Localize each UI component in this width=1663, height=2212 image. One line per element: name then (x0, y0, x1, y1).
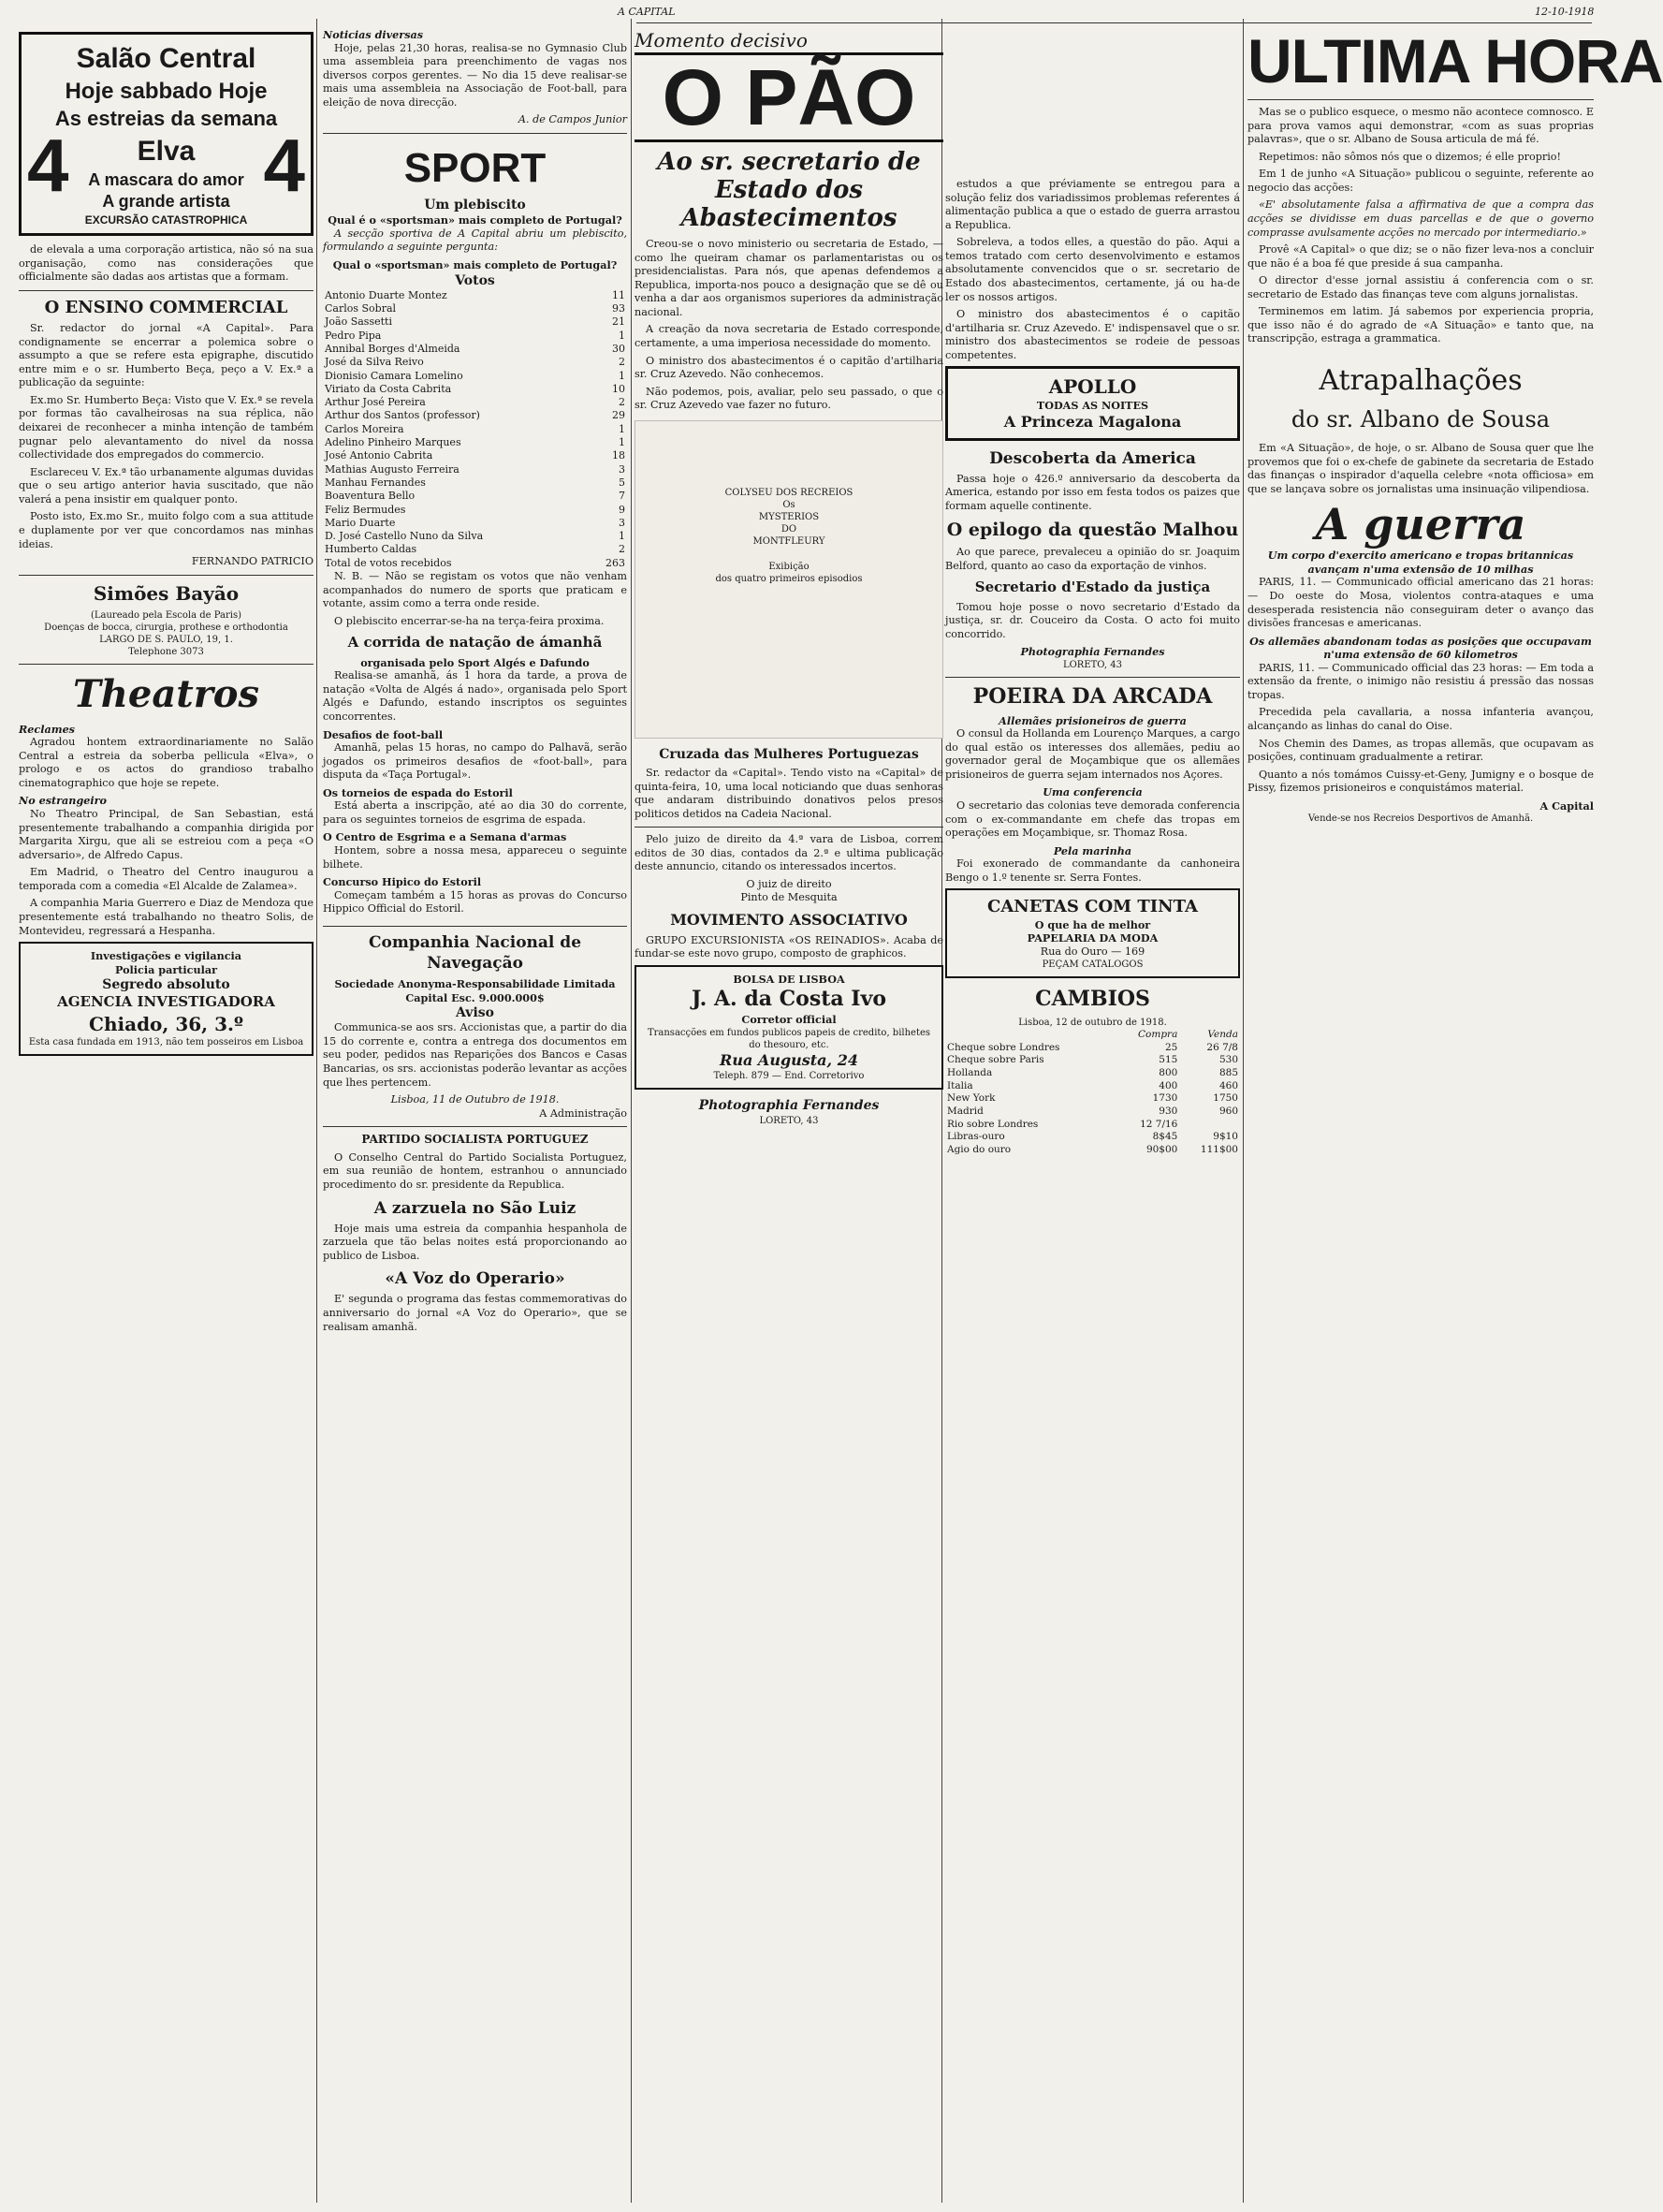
column-4-top-space (945, 28, 1240, 178)
column-1 (19, 28, 314, 2200)
salao-film-artista: A grande artista (102, 192, 230, 212)
poeira-title: POEIRA DA ARCADA (972, 684, 1213, 710)
vote-row (323, 517, 627, 530)
bolsa-l2: J. A. da Costa Ivo (691, 987, 887, 1012)
agencia-l2: Policia particular (114, 962, 217, 976)
vote-name: Arthur José Pereira (325, 396, 426, 409)
cambio-label: New York (947, 1092, 996, 1105)
centro-title: O Centro de Esgrima e a Semana d'armas (323, 830, 567, 844)
plebiscito-nb: N. B. — Não se registam os votos que não venham acompanhados do numero de sports que praticam e votante, assim como a terra onde reside. (323, 569, 627, 610)
colyseu-ad (635, 420, 943, 739)
canetas-l5: PEÇAM CATALOGOS (1042, 960, 1144, 971)
cambio-compra: 8$45 (1152, 1131, 1178, 1143)
vote-name: D. José Castello Nuno da Silva (325, 530, 484, 543)
pao-p3: O ministro dos abastecimentos é o capitão d'artilharia sr. Cruz Azevedo. Não conhecemos. (635, 354, 943, 381)
plebiscito-q2: Qual o «sportsman» mais completo de Portugal? (332, 258, 618, 271)
cambio-venda: 111$00 (1200, 1143, 1238, 1155)
canetas-l3: PAPELARIA DA MODA (1027, 931, 1159, 945)
column-rule (316, 19, 317, 2203)
cambio-compra: 800 (1159, 1066, 1178, 1078)
estoril-p: Está aberta a inscripção, até ao dia 30 do corrente, para os seguintes torneios de esgrima de espada. (323, 799, 627, 826)
partido-p: O Conselho Central do Partido Socialista Portuguez, em sua reunião de hontem, estranhou o annunciado procedimento do sr. presidente da Republica. (323, 1150, 627, 1192)
cambio-label: Madrid (947, 1105, 984, 1117)
vote-name: Manhau Fernandes (325, 476, 426, 489)
zarzuela-title: A zarzuela no São Luiz (373, 1198, 576, 1218)
hipico-p: Começam também a 15 horas as provas do Concurso Hippico Official do Estoril. (323, 888, 627, 916)
vote-row (323, 330, 627, 343)
vote-count: 21 (612, 315, 625, 329)
juizo-sign2: Pinto de Mesquita (740, 891, 838, 904)
secretario-p: Tomou hoje posse o novo secretario d'Estado da justiça, sr. dr. Couceiro da Costa. O acto foi muito concorrido. (945, 600, 1240, 640)
vote-row (323, 449, 627, 462)
cambio-row (945, 1080, 1240, 1093)
cambio-row (945, 1131, 1240, 1144)
cambios-h-compra: Compra (1138, 1029, 1178, 1041)
centro-p: Hontem, sobre a nossa mesa, appareceu o seguinte bilhete. (323, 844, 627, 871)
vote-count: 3 (619, 462, 625, 476)
vote-row (323, 476, 627, 490)
vote-count: 9 (619, 503, 625, 516)
vote-row (323, 370, 627, 383)
votos-title: Votos (455, 272, 495, 288)
cruzada-p: Sr. redactor da «Capital». Tendo visto na «Capital» de quinta-feira, 10, uma local noticiando que duas senhoras que andaram distribuindo donativos pelos presos politicos detidos na Cadeia Nacional. (635, 766, 943, 820)
companhia-sub: Sociedade Anonyma-Responsabilidade Limitada (334, 977, 616, 991)
votes-table (323, 289, 627, 557)
simoes-desc: Doenças de bocca, cirurgia, prothese e orthodontia (44, 622, 288, 633)
movimento-title: MOVIMENTO ASSOCIATIVO (670, 911, 908, 929)
companhia-capital: Capital Esc. 9.000.000$ (405, 990, 545, 1004)
cambio-row (945, 1106, 1240, 1119)
theatros-sub1: Reclames (19, 722, 75, 736)
guerra-foot: Vende-se nos Recreios Desportivos de Amanhã. (1307, 813, 1534, 825)
cambio-compra: 90$00 (1145, 1143, 1178, 1155)
page-date: 12-10-1918 (1535, 6, 1595, 18)
ensino-p3: Esclareceu V. Ex.ª tão urbanamente algumas duvidas que o seu artigo anterior havia suscitado, que não valerá a pena insistir em qualquer ponto. (19, 465, 314, 505)
plebiscito-q: Qual é o «sportsman» mais completo de Portugal? (328, 213, 622, 227)
cambio-label: Cheque sobre Londres (947, 1041, 1060, 1053)
uh-p2: Repetimos: não sômos nós que o dizemos; é elle proprio! (1259, 150, 1562, 163)
guerra-title: A guerra (1315, 499, 1526, 550)
photo-col4-addr: LORETO, 43 (1062, 660, 1123, 671)
canetas-l2: O que ha de melhor (1034, 917, 1151, 931)
col4-p-top: estudos a que préviamente se entregou para a solução feliz dos variadissimos problemas referentes á alimentação publica a que o estado de guerra arrastou a Republica. (945, 178, 1240, 231)
cambio-label: Rio sobre Londres (947, 1118, 1039, 1130)
cambio-venda: 885 (1218, 1066, 1238, 1078)
divider (19, 575, 314, 576)
theatros-p4: A companhia Maria Guerrero e Diaz de Mendoza que presentemente está trabalhando no theatro Solis, de Montevideu, regressará a Hespanha. (19, 897, 314, 937)
guerra-sub: Um corpo d'exercito americano e tropas britannicas avançam n'uma extensão de 10 milhas (1267, 549, 1574, 576)
agencia-l3: Segredo absoluto (102, 977, 230, 993)
theatros-p2: No Theatro Principal, de San Sebastian, está presentemente trabalhando a companhia dirigida por Margarita Xirgu, que ali se estreiou com a peça «O adversario», de Alfredo Capus. (19, 808, 314, 861)
vote-name: Adelino Pinheiro Marques (325, 436, 461, 449)
column-5 (1247, 26, 1663, 2200)
football-p: Amanhã, pelas 15 horas, no campo do Palhavã, serão jogados os primeiros desafios de «foot-ball», para disputa da «Taça Portugal». (323, 741, 627, 782)
pao-p1: Creou-se o novo ministerio ou secretaria de Estado, — como lhe queiram chamar os parlamentaristas ou os presidencialistas. Para nós, que apenas defendemos a Republica, importa-nos pouco a designação que se dê ou venha a dar aos organismos superiores da administração nacional. (635, 238, 943, 318)
agencia-l6: Esta casa fundada em 1913, não tem posseiros em Lisboa (28, 1036, 304, 1047)
column-4 (945, 28, 1240, 2200)
salao-title: Salão Central (76, 43, 256, 74)
cambio-label: Agio do ouro (947, 1143, 1012, 1155)
colyseu-l5: MONTFLEURY (752, 535, 825, 547)
vote-name: Mathias Augusto Ferreira (325, 462, 460, 476)
column-2 (323, 28, 627, 2200)
bolsa-l5: Rua Augusta, 24 (720, 1050, 858, 1069)
atrap-title-1: Atrapalhações (1319, 364, 1523, 397)
poeira-sub: Allemães prisioneiros de guerra (999, 713, 1187, 727)
zarzuela-p: Hoje mais uma estreia da companhia hespanhola de zarzuela que tão belas noites está proporcionando ao publico de Lisboa. (323, 1222, 627, 1262)
noticias-title: Noticias diversas (323, 28, 424, 41)
intro-text: de elevala a uma corporação artistica, não só na sua organisação, como nas considerações que officialmente são dadas aos artistas que a formam. (19, 243, 314, 284)
plebiscito-title: Um plebiscito (424, 198, 526, 213)
uh-p1: Mas se o publico esquece, o mesmo não acontece comnosco. E para prova vamos aqui demonstrar, «com as suas proprias palavras», que o sr. Albano de Sousa articula de má fé. (1247, 106, 1594, 146)
vote-name: Dionisio Camara Lomelino (325, 369, 463, 382)
vote-name: Carlos Sobral (325, 302, 397, 315)
colyseu-l6: Exibição (768, 561, 810, 572)
apollo-l2: TODAS AS NOITES (1036, 399, 1149, 413)
divider (19, 664, 314, 665)
allemaes-sub: Os allemães abandonam todas as posições que occupavam n'uma extensão de 60 kilometros (1249, 634, 1592, 662)
vote-name: Humberto Caldas (325, 543, 417, 556)
companhia-sign: A Administração (539, 1106, 627, 1120)
malhou-p: Ao que parece, prevaleceu a opinião do sr. Joaquim Belford, quanto ao caso da exportação de vinhos. (945, 546, 1240, 572)
juizo-sign1: O juiz de direito (746, 877, 832, 890)
uh-p5: Provê «A Capital» o que diz; se o não fizer leva-nos a concluir que não é a boa fé que preside á sua campanha. (1247, 243, 1594, 270)
divider (323, 1126, 627, 1127)
agencia-l4: AGENCIA INVESTIGADORA (57, 993, 275, 1011)
theatros-sub2: No estrangeiro (19, 794, 107, 808)
vote-name: João Sassetti (325, 315, 392, 329)
ensino-p2: Ex.mo Sr. Humberto Beça: Visto que V. Ex.ª se revela por formas tão cavalheirosas na sua réplica, não deixarei de reconhecer a minha intenção de também pugnar pelo alevantamento do nivel da nossa collectividade dos empregados do commercio. (19, 393, 314, 461)
cambio-row (945, 1067, 1240, 1080)
vote-count: 11 (612, 288, 625, 301)
vote-count: 1 (619, 422, 625, 435)
header-rule (636, 22, 1592, 23)
vote-name: Feliz Bermudes (325, 503, 406, 516)
poeira-p: O consul da Hollanda em Lourenço Marques, a cargo do qual estão os interesses dos allemães, pediu ao governador geral de Moçambique que os allemães prisioneiros de guerra sejam internados nos Açores. (945, 727, 1240, 781)
guerra-sign: A Capital (1539, 798, 1594, 813)
uh-p6: O director d'esse jornal assistiu á conferencia com o sr. secretario de Estado das finanças teve com alguns jornalistas. (1247, 274, 1594, 300)
atrap-title-2: do sr. Albano de Sousa (1291, 406, 1551, 432)
colyseu-l2: Os (782, 499, 795, 510)
vote-row (323, 356, 627, 369)
cambios-title: CAMBIOS (1035, 987, 1150, 1012)
col4-p3: O ministro dos abastecimentos é o capitão d'artilharia sr. Cruz Azevedo. E' indispensavel que o sr. ministro dos abastecimentos se rodeie de pessoas competentes. (945, 308, 1240, 361)
simoes-sub: (Laureado pela Escola de Paris) (90, 609, 241, 621)
vote-count: 29 (612, 409, 625, 422)
natacao-sub: organisada pelo Sport Algés e Dafundo (360, 655, 590, 669)
photo-col4: Photographia Fernandes (1020, 645, 1165, 659)
cambio-row (945, 1042, 1240, 1055)
apollo-ad (945, 366, 1240, 440)
uh-p8: Em «A Situação», de hoje, o sr. Albano de Sousa quer que lhe provemos que foi o ex-chefe de gabinete da secretaria de Estado das finanças o inspirador d'aquella celebre «nota officiosa» em que se lançava sobre os jornalistas uma insinuação vilipendiosa. (1247, 442, 1594, 495)
cambio-compra: 400 (1159, 1079, 1178, 1091)
cambio-compra: 1730 (1152, 1092, 1178, 1105)
cambio-venda: 1750 (1213, 1092, 1238, 1105)
malhou-title: O epilogo da questão Malhou (946, 520, 1239, 541)
campos-signature: A. de Campos Junior (518, 113, 627, 126)
cambio-venda: 460 (1218, 1079, 1238, 1091)
ultima-hora-title: ULTIMA HORA (1247, 26, 1663, 95)
vote-count: 1 (619, 329, 625, 342)
vote-name: Viriato da Costa Cabrita (325, 382, 452, 395)
america-p: Passa hoje o 426.º anniversario da descoberta da America, estando por isso em festa todos os paizes que formam aquelle continente. (945, 472, 1240, 512)
cambio-row (945, 1119, 1240, 1132)
secretario-title: Secretario d'Estado da justiça (974, 579, 1211, 596)
poeira-sub2: Uma conferencia (1043, 785, 1143, 799)
ensino-p4: Posto isto, Ex.mo Sr., muito folgo com a sua attitude e duplamente por ver que concordamos nas minhas ideias. (19, 510, 314, 550)
canetas-ad (945, 888, 1240, 978)
vote-name: Annibal Borges d'Almeida (325, 342, 460, 355)
vote-name: Mario Duarte (325, 516, 396, 529)
football-title: Desafios de foot-ball (323, 727, 444, 741)
vote-name: Pedro Pipa (325, 329, 382, 342)
agencia-ad (19, 942, 314, 1056)
poeira-p3: Foi exonerado de commandante da canhoneira Bengo o 1.º tenente sr. Serra Fontes. (945, 857, 1240, 884)
cambio-venda: 26 7/8 (1206, 1041, 1238, 1053)
momento-title: Momento decisivo (635, 29, 808, 51)
simoes-title: Simões Bayão (93, 581, 240, 605)
bolsa-l1: BOLSA DE LISBOA (733, 972, 845, 986)
canetas-l4: Rua do Ouro — 169 (1040, 945, 1145, 958)
cambio-compra: 12 7/16 (1140, 1118, 1178, 1130)
vote-count: 7 (619, 490, 625, 503)
cambio-compra: 930 (1159, 1105, 1178, 1117)
divider (323, 926, 627, 927)
vote-name: Boaventura Bello (325, 490, 416, 503)
america-title: Descoberta da America (989, 448, 1196, 468)
cambio-compra: 515 (1159, 1054, 1178, 1066)
vote-name: Arthur dos Santos (professor) (325, 409, 480, 422)
vote-row (323, 463, 627, 476)
pao-p2: A creação da nova secretaria de Estado corresponde, certamente, a uma imperiosa necessidade do momento. (635, 323, 943, 349)
plebiscito-close: O plebiscito encerrar-se-ha na terça-feira proxima. (334, 614, 605, 627)
guerra-p3: Precedida pela cavallaria, a nossa infanteria avançou, alcançando as linhas do canal do Oise. (1247, 706, 1594, 732)
vote-name: Antonio Duarte Montez (325, 288, 447, 301)
hipico-title: Concurso Hipico do Estoril (323, 875, 482, 889)
poeira-p2: O secretario das colonias teve demorada conferencia com o ex-commandante em chefe das tropas em operações em Moçambique, sr. Thomaz Rosa. (945, 798, 1240, 840)
vote-row (323, 289, 627, 302)
cambio-venda: 9$10 (1213, 1131, 1238, 1143)
pao-title: O PÃO (635, 52, 943, 142)
canetas-l1: CANETAS COM TINTA (987, 897, 1198, 917)
salao-film-elva: Elva (137, 135, 196, 167)
uh-p3: Em 1 de junho «A Situação» publicou o seguinte, referente ao negocio das acções: (1247, 168, 1594, 194)
partido-title: PARTIDO SOCIALISTA PORTUGUEZ (361, 1133, 589, 1147)
bolsa-ad (635, 965, 943, 1091)
vote-row (323, 383, 627, 396)
colyseu-l1: COLYSEU DOS RECREIOS (724, 487, 853, 498)
cambio-row (945, 1144, 1240, 1157)
companhia-aviso: Aviso (456, 1005, 494, 1021)
sport-section (323, 139, 627, 920)
vote-count: 2 (619, 396, 625, 409)
apollo-l3: A Princeza Magalona (1003, 412, 1182, 431)
cambio-label: Cheque sobre Paris (947, 1054, 1044, 1066)
sport-title: SPORT (403, 144, 547, 191)
guerra-p5: Quanto a nós tomámos Cuissy-et-Geny, Jumigny e o bosque de Pissy, fizemos prisioneiros e conquistámos material. (1247, 768, 1594, 795)
theatros-p1: Agradou hontem extraordinariamente no Salão Central a estreia da soberba pellicula «Elva», o prologo e os actos do grandioso trabalho cinematographico que hoje se repete. (19, 736, 314, 789)
vote-count: 18 (612, 449, 625, 462)
salao-central-ad (19, 32, 314, 236)
photo-col3: Photographia Fernandes (698, 1098, 880, 1114)
cambios-table (945, 1029, 1240, 1156)
pao-subtitle: Ao sr. secretario de Estado dos Abastecimentos (657, 148, 921, 232)
voz-p: E' segunda o programa das festas commemorativas do anniversario do jornal «A Voz do Operario», que se realisam amanhã. (323, 1293, 627, 1333)
guerra-p1: PARIS, 11. — Communicado official americano das 21 horas: — Do oeste do Mosa, violentos contra-ataques e uma desesperada resistencia não conseguiram deter o avanço das divisões francesas e americanas. (1247, 576, 1594, 630)
salao-film-excursao: EXCURSÃO CATASTROPHICA (84, 212, 248, 227)
vote-row (323, 530, 627, 543)
cambio-venda (1179, 1119, 1240, 1132)
agencia-l5: Chiado, 36, 3.º (89, 1012, 243, 1035)
salao-film-mascara: A mascara do amor (88, 169, 244, 189)
simoes-tel: Telephone 3073 (128, 646, 204, 657)
vote-row (323, 409, 627, 422)
vote-row (323, 396, 627, 409)
photo-col3-addr: LORETO, 43 (759, 1115, 819, 1126)
juizo-p: Pelo juizo de direito da 4.ª vara de Lisboa, correm editos de 30 dias, contados da 2.ª e ultima publicação deste annuncio, citando os interessados incertos. (635, 833, 943, 873)
pao-p4: Não podemos, pois, avaliar, pelo seu passado, o que o sr. Cruz Azevedo vae fazer no futuro. (635, 385, 943, 412)
vote-row (323, 423, 627, 436)
vote-row (323, 436, 627, 449)
vote-count: 1 (619, 436, 625, 449)
guerra-p2: PARIS, 11. — Communicado official das 23 horas: — Em toda a extensão da frente, o inimigo não resistiu á pressão das nossas tropas. (1247, 661, 1594, 701)
vote-row (323, 343, 627, 356)
colyseu-l4: DO (780, 523, 797, 535)
divider (1247, 99, 1594, 100)
salao-line: As estreias da semana (54, 107, 278, 131)
companhia-p: Communica-se aos srs. Accionistas que, a partir do dia 15 do corrente e, contra a entrega dos documentos em seu poder, pedidos nas Reparições dos Bancos e Casas Bancarias, os srs. accionistas poderão levantar as acções que lhes pertencem. (323, 1021, 627, 1089)
divider (323, 133, 627, 134)
salao-number-right: 4 (263, 124, 305, 207)
divider (19, 290, 314, 291)
votes-total-value: 263 (605, 556, 625, 569)
cambio-label: Libras-ouro (947, 1131, 1005, 1143)
vote-count: 30 (612, 342, 625, 355)
uh-p4: «E' absolutamente falsa a affirmativa de que a compra das acções se dividisse em duas parcellas e de que o governo comprasse avulsamente acções no mercado por intermediario.» (1247, 198, 1594, 239)
ensino-signature: FERNANDO PATRICIO (191, 555, 314, 568)
colyseu-l3: MYSTERIOS (758, 511, 820, 522)
vote-count: 2 (619, 543, 625, 556)
vote-count: 2 (619, 356, 625, 369)
bolsa-l6: Teleph. 879 — End. Corretorivo (713, 1071, 865, 1082)
poeira-sub3: Pela marinha (1053, 843, 1132, 857)
theatros-p3: Em Madrid, o Theatro del Centro inaugurou a temporada com a comedia «El Alcalde de Zalamea». (19, 866, 314, 892)
column-3 (635, 28, 943, 2200)
vote-name: José Antonio Cabrita (325, 449, 433, 462)
guerra-p4: Nos Chemin des Dames, as tropas allemãs, que ocupavam as posições, continuam gradualmente a retirar. (1247, 737, 1594, 764)
cambios-date: Lisboa, 12 de outubro de 1918. (1018, 1018, 1167, 1029)
votes-total (323, 557, 627, 570)
cruzada-title: Cruzada das Mulheres Portuguezas (659, 746, 919, 762)
simoes-addr: LARGO DE S. PAULO, 19, 1. (99, 634, 233, 645)
theatros-title: Theatros (73, 671, 259, 716)
cambio-venda: 960 (1218, 1105, 1238, 1117)
vote-row (323, 543, 627, 556)
divider (635, 827, 943, 828)
cambio-venda: 530 (1218, 1054, 1238, 1066)
colyseu-l7: dos quatro primeiros episodios (715, 573, 863, 584)
natacao-title: A corrida de natação de ámanhã (347, 634, 603, 652)
vote-count: 93 (612, 302, 625, 315)
vote-count: 3 (619, 516, 625, 529)
col4-p2: Sobreleva, a todos elles, a questão do pão. Aqui a temos tratado com certo desenvolvimento e estamos absolutamente convencidos que o sr. secretario de Estado dos abastecimentos, certamente, já ou ha-de ler os nossos artigos. (945, 236, 1240, 303)
agencia-l1: Investigações e vigilancia (90, 949, 242, 963)
cambios-h-venda: Venda (1207, 1029, 1238, 1041)
divider (945, 677, 1240, 678)
vote-name: José da Silva Reivo (325, 356, 424, 369)
ensino-title: O ENSINO COMMERCIAL (44, 297, 288, 317)
noticias-text: Hoje, pelas 21,30 horas, realisa-se no Gymnasio Club uma assembleia para preenchimento de vagas nos diversos corpos gerentes. — No dia 15 deve realisar-se mais uma assembleia na Associação de Foot-ball, para eleição de nova direcção. (323, 41, 627, 109)
vote-count: 1 (619, 530, 625, 543)
vote-name: Carlos Moreira (325, 422, 404, 435)
natacao-p: Realisa-se amanhã, ás 1 hora da tarde, a prova de natação «Volta de Algés á nado», organisada pelo Sport Algés e Dafundo, estando inscriptos os seguintes concorrentes. (323, 669, 627, 723)
salao-number-left: 4 (27, 124, 69, 207)
vote-row (323, 504, 627, 517)
cambio-label: Hollanda (947, 1066, 993, 1078)
cambio-row (945, 1054, 1240, 1067)
companhia-date: Lisboa, 11 de Outubro de 1918. (390, 1093, 560, 1106)
votes-total-label: Total de votos recebidos (325, 556, 452, 569)
salao-day: Hoje sabbado Hoje (65, 79, 268, 104)
apollo-l1: APOLLO (1048, 375, 1137, 399)
voz-title: «A Voz do Operario» (385, 1269, 565, 1289)
ensino-p1: Sr. redactor do jornal «A Capital». Para condignamente se encerrar a polemica sobre o assumpto a que se refere esta epigraphe, discutido entre mim e o sr. Humberto Beça, peço a V. Ex.ª a publicação da seguinte: (19, 322, 314, 389)
masthead-mark: A CAPITAL (618, 6, 676, 18)
estoril-title: Os torneios de espada do Estoril (323, 785, 513, 799)
vote-row (323, 315, 627, 329)
movimento-p: GRUPO EXCURSIONISTA «OS REINADIOS». Acaba de fundar-se este novo grupo, composto de graphicos. (635, 933, 943, 960)
vote-count: 5 (619, 476, 625, 489)
column-rule (1243, 19, 1244, 2203)
vote-count: 10 (612, 382, 625, 395)
plebiscito-intro: A secção sportiva de A Capital abriu um plebiscito, formulando a seguinte pergunta: (323, 227, 627, 254)
companhia-title: Companhia Nacional de Navegação (368, 932, 582, 973)
bolsa-l4: Transacções em fundos publicos papeis de credito, bilhetes do thesouro, etc. (647, 1027, 931, 1050)
vote-row (323, 490, 627, 503)
column-rule (631, 19, 632, 2203)
cambio-compra: 25 (1164, 1041, 1178, 1053)
bolsa-l3: Corretor official (741, 1013, 837, 1027)
cambio-row (945, 1092, 1240, 1106)
uh-p7: Terminemos em latim. Já sabemos por experiencia propria, que isso não é do agrado de «A Situação» e tanto que, na transcripção, estraga a grammatica. (1247, 305, 1594, 345)
vote-count: 1 (619, 369, 625, 382)
vote-row (323, 302, 627, 315)
cambio-label: Italia (947, 1079, 973, 1091)
